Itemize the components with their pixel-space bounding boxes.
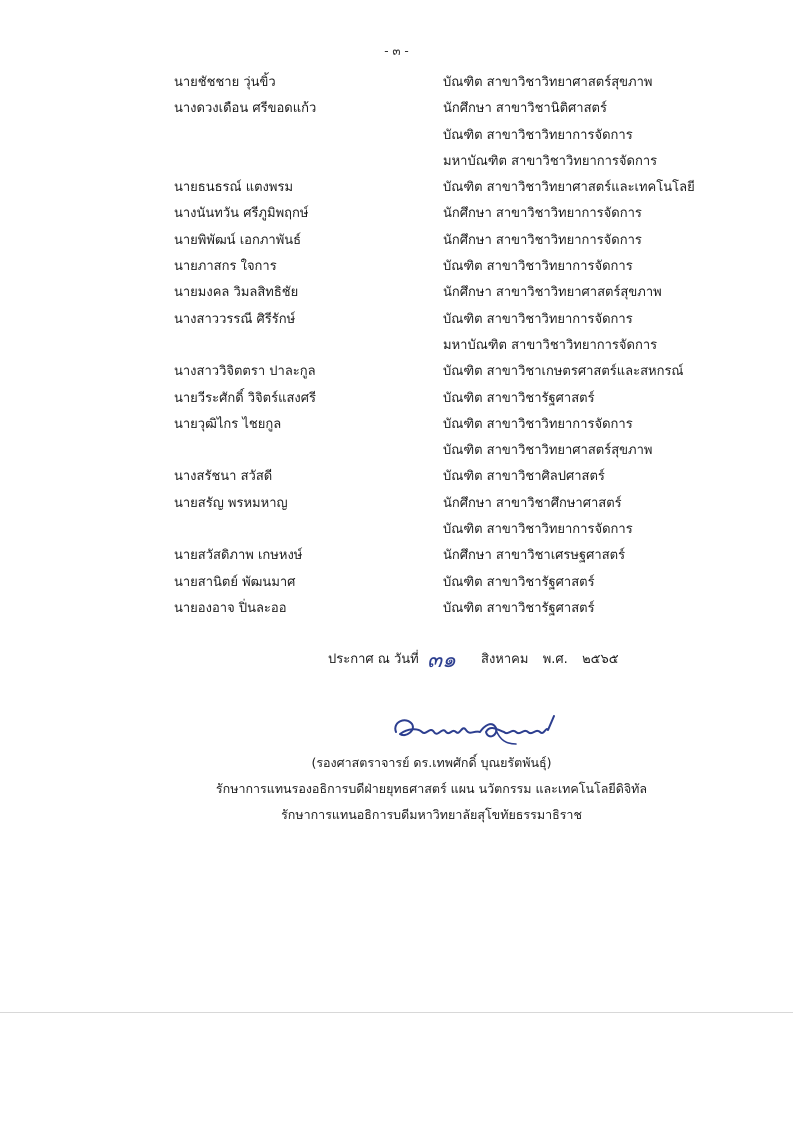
page-number: - ๓ - bbox=[384, 44, 409, 58]
degree-status: นักศึกษา สาขาวิชาเศรษฐศาสตร์ bbox=[443, 548, 626, 564]
degree-status: มหาบัณฑิต สาขาวิชาวิทยาการจัดการ bbox=[443, 337, 658, 353]
list-row bbox=[0, 543, 793, 569]
list-row bbox=[0, 123, 793, 149]
list-row bbox=[0, 386, 793, 412]
announcement-month: สิงหาคม bbox=[481, 652, 529, 667]
recipient-name: นางสรัชนา สวัสดี bbox=[174, 469, 273, 485]
announcement-year: ๒๕๖๕ bbox=[582, 652, 619, 667]
recipient-name: นายสวัสดิภาพ เกษหงษ์ bbox=[174, 548, 303, 564]
degree-status: บัณฑิต สาขาวิชาเกษตรศาสตร์และสหกรณ์ bbox=[443, 364, 684, 380]
award-list bbox=[0, 70, 793, 622]
signatory-name: (รองศาสตราจารย์ ดร.เทพศักดิ์ บุณยรัตพันธุ์) bbox=[311, 755, 552, 770]
degree-status: นักศึกษา สาขาวิชาศึกษาศาสตร์ bbox=[443, 495, 622, 511]
recipient-name: นายองอาจ ปิ่นละออ bbox=[174, 600, 287, 616]
list-row bbox=[0, 412, 793, 438]
signatory-title-1: รักษาการแทนรองอธิการบดีฝ่ายยุทธศาสตร์ แผน นวัตกรรม และเทคโนโลยีดิจิทัล bbox=[215, 781, 648, 796]
recipient-name: นางดวงเดือน ศรีขอดแก้ว bbox=[174, 101, 317, 117]
degree-status: บัณฑิต สาขาวิชาวิทยาศาสตร์สุขภาพ bbox=[443, 75, 653, 90]
list-row bbox=[0, 201, 793, 227]
recipient-name: นายพิพัฒน์ เอกภาพันธ์ bbox=[174, 232, 302, 248]
recipient-name: นายชัชชาย วุ่นขิ้ว bbox=[174, 75, 276, 90]
list-row bbox=[0, 596, 793, 622]
list-row bbox=[0, 491, 793, 517]
degree-status: นักศึกษา สาขาวิชาวิทยาการจัดการ bbox=[443, 232, 642, 248]
list-row bbox=[0, 70, 793, 96]
list-row bbox=[0, 228, 793, 254]
signatory-block bbox=[0, 750, 793, 828]
degree-status: นักศึกษา สาขาวิชาวิทยาการจัดการ bbox=[443, 206, 642, 222]
degree-status: บัณฑิต สาขาวิชาวิทยาการจัดการ bbox=[443, 259, 633, 275]
degree-status: บัณฑิต สาขาวิชาศิลปศาสตร์ bbox=[443, 469, 605, 485]
degree-status: นักศึกษา สาขาวิชานิติศาสตร์ bbox=[443, 101, 607, 117]
list-row bbox=[0, 96, 793, 122]
recipient-name: นายสรัญ พรหมหาญ bbox=[174, 495, 288, 511]
recipient-name: นางสาววรรณี ศิรีรักษ์ bbox=[174, 311, 296, 327]
list-row bbox=[0, 438, 793, 464]
degree-status: บัณฑิต สาขาวิชาวิทยาศาสตร์สุขภาพ bbox=[443, 443, 653, 459]
degree-status: บัณฑิต สาขาวิชาวิทยาการจัดการ bbox=[443, 311, 633, 327]
degree-status: บัณฑิต สาขาวิชารัฐศาสตร์ bbox=[443, 390, 595, 406]
degree-status: บัณฑิต สาขาวิชาวิทยาการจัดการ bbox=[443, 127, 633, 143]
scan-edge-line bbox=[0, 1012, 793, 1013]
recipient-name: นายมงคล วิมลสิทธิชัย bbox=[174, 285, 299, 301]
announcement-prefix: ประกาศ ณ วันที่ bbox=[328, 652, 419, 667]
list-row bbox=[0, 464, 793, 490]
announcement-line bbox=[328, 648, 619, 669]
recipient-name: นายธนธรณ์ แตงพรม bbox=[174, 180, 294, 196]
degree-status: บัณฑิต สาขาวิชารัฐศาสตร์ bbox=[443, 574, 595, 590]
degree-status: นักศึกษา สาขาวิชาวิทยาศาสตร์สุขภาพ bbox=[443, 285, 662, 301]
list-row bbox=[0, 359, 793, 385]
degree-status: มหาบัณฑิต สาขาวิชาวิทยาการจัดการ bbox=[443, 153, 658, 169]
degree-status: บัณฑิต สาขาวิชาวิทยาศาสตร์และเทคโนโลยี bbox=[443, 180, 695, 196]
recipient-name: นายสานิตย์ พัฒนมาศ bbox=[174, 574, 296, 590]
list-row bbox=[0, 254, 793, 280]
list-row bbox=[0, 570, 793, 596]
list-row bbox=[0, 175, 793, 201]
recipient-name: นายภาสกร ใจการ bbox=[174, 259, 277, 275]
list-row bbox=[0, 149, 793, 175]
list-row bbox=[0, 333, 793, 359]
degree-status: บัณฑิต สาขาวิชาวิทยาการจัดการ bbox=[443, 416, 633, 432]
list-row bbox=[0, 307, 793, 333]
degree-status: บัณฑิต สาขาวิชารัฐศาสตร์ bbox=[443, 600, 595, 616]
handwritten-signature bbox=[388, 706, 563, 750]
list-row bbox=[0, 280, 793, 306]
recipient-name: นายวีระศักดิ์ วิจิตร์แสงศรี bbox=[174, 390, 317, 406]
recipient-name: นางสาววิจิตตรา ปาละกูล bbox=[174, 364, 316, 380]
signatory-title-2: รักษาการแทนอธิการบดีมหาวิทยาลัยสุโขทัยธรรมาธิราช bbox=[281, 807, 582, 822]
list-row bbox=[0, 517, 793, 543]
recipient-name: นายวุฒิไกร ไชยกูล bbox=[174, 416, 282, 432]
recipient-name: นางนันทวัน ศรีภูมิพฤกษ์ bbox=[174, 206, 309, 222]
degree-status: บัณฑิต สาขาวิชาวิทยาการจัดการ bbox=[443, 522, 633, 538]
handwritten-day: ๓๑ bbox=[427, 648, 457, 673]
announcement-era: พ.ศ. bbox=[542, 652, 568, 667]
